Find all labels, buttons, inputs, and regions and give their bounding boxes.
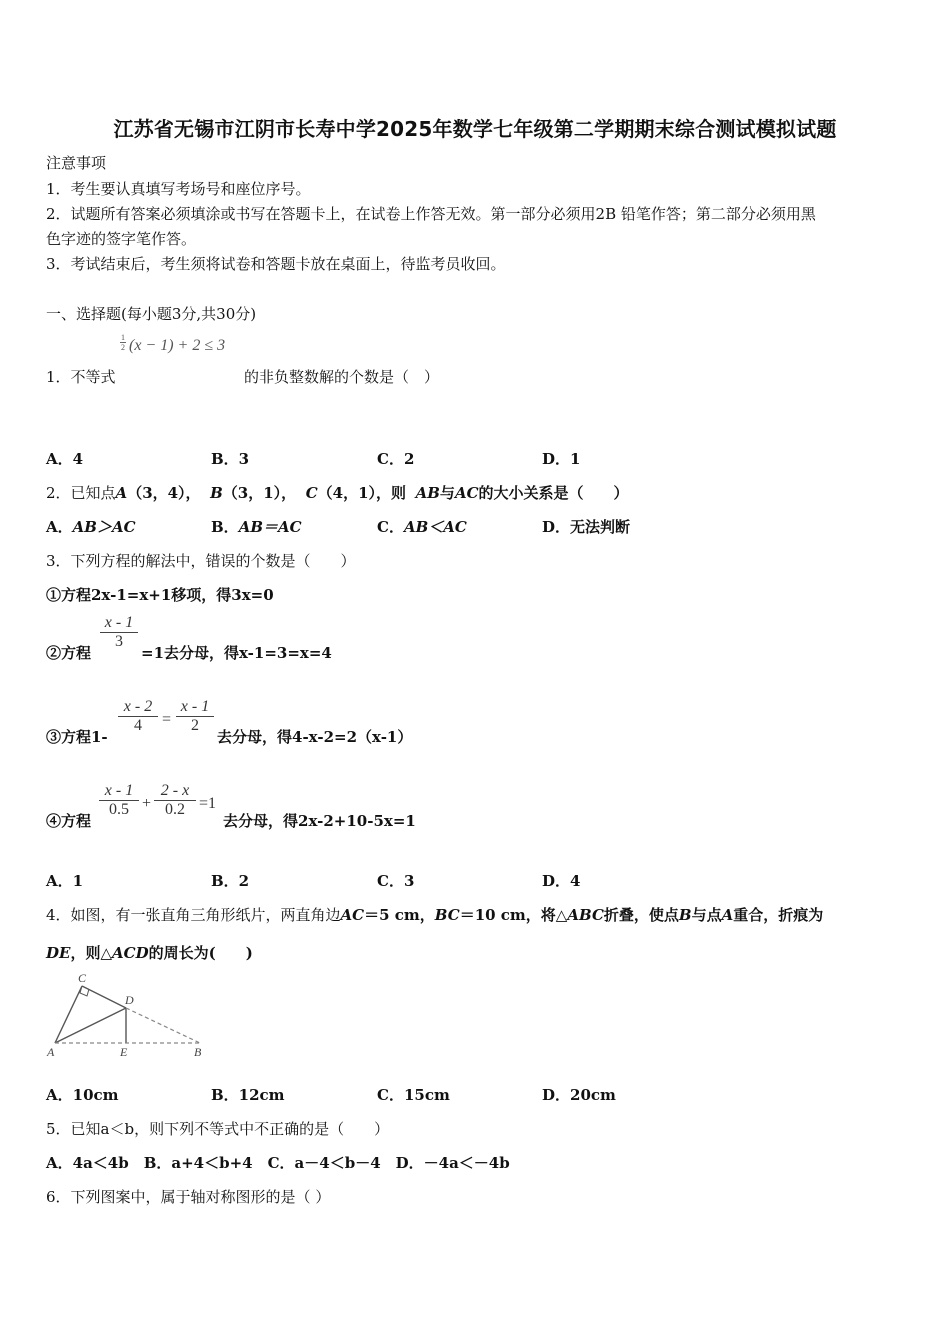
label-c: C bbox=[78, 971, 87, 985]
notice-item: 3．考试结束后，考生须将试卷和答题卡放在桌面上，待监考员收回。 bbox=[46, 255, 506, 273]
label-b: B bbox=[194, 1045, 202, 1059]
page-title: 江苏省无锡市江阴市长寿中学2025年数学七年级第二学期期末综合测试模拟试题 bbox=[113, 117, 837, 141]
q2-option-a[interactable] bbox=[46, 516, 136, 537]
option-text: AB＞AC bbox=[72, 518, 136, 536]
option-text: 无法判断 bbox=[570, 518, 631, 536]
q4-bc: BC bbox=[434, 906, 460, 924]
q2-text: 的大小关系是（ ） bbox=[478, 484, 629, 502]
q1-prefix: 1．不等式 bbox=[46, 368, 116, 386]
option-text: AB＝AC bbox=[238, 518, 302, 536]
q3-s3-fraction-2 bbox=[176, 698, 214, 735]
q3-statement-4-pre: ④方程 bbox=[46, 812, 92, 830]
q3-s4-fraction-1 bbox=[99, 782, 139, 819]
q2-ac: AC bbox=[454, 484, 479, 502]
label-d: D bbox=[125, 993, 134, 1007]
q4-text: 的周长为( ) bbox=[148, 944, 253, 962]
q4-stem-line-2 bbox=[46, 942, 253, 963]
q4-abc: ABC bbox=[567, 906, 604, 924]
q3-statement-2-post: =1去分母，得x-1=3=x=4 bbox=[141, 644, 332, 662]
q4-option-b[interactable]: B．12cm bbox=[211, 1086, 285, 1104]
q2-option-c[interactable] bbox=[377, 516, 467, 537]
q4-acd: ACD bbox=[112, 944, 149, 962]
q2-coord: （4，1），则 bbox=[317, 484, 407, 502]
label-e: E bbox=[120, 1045, 128, 1059]
fraction-numerator: 2 - x bbox=[160, 782, 190, 799]
q1-option-d[interactable]: D．1 bbox=[542, 450, 581, 468]
fraction-numerator: x - 2 bbox=[123, 698, 153, 715]
q6-stem: 6．下列图案中，属于轴对称图形的是（ ） bbox=[46, 1188, 331, 1206]
q4-a: A bbox=[721, 906, 734, 924]
q3-option-d[interactable]: D．4 bbox=[542, 872, 581, 890]
q4-text: ＝10 cm，将△ bbox=[459, 906, 568, 924]
q2-point-c: C bbox=[305, 484, 318, 502]
fraction-denominator: 3 bbox=[115, 633, 123, 650]
q3-option-a[interactable]: A．1 bbox=[46, 872, 84, 890]
option-letter: A． bbox=[46, 518, 73, 536]
q2-point-a: A bbox=[115, 484, 128, 502]
q2-coord: （3，1）， bbox=[222, 484, 297, 502]
q4-text: ，则△ bbox=[70, 944, 112, 962]
q1-formula bbox=[120, 333, 245, 365]
label-a: A bbox=[47, 1045, 55, 1059]
q3-s3-fraction-1 bbox=[118, 698, 158, 735]
q4-text: 4．如图，有一张直角三角形纸片，两直角边 bbox=[46, 906, 341, 924]
q3-s4-equals: =1 bbox=[199, 795, 217, 812]
option-letter: B． bbox=[211, 518, 239, 536]
q1-suffix: 的非负整数解的个数是（ ） bbox=[244, 368, 440, 386]
fraction-denominator: 0.2 bbox=[165, 801, 185, 818]
q2-text: 与 bbox=[439, 484, 455, 502]
q2-coord: （3，4）， bbox=[127, 484, 201, 502]
q2-option-b[interactable] bbox=[211, 516, 302, 537]
q4-stem-line-1 bbox=[46, 904, 823, 925]
notice-heading: 注意事项 bbox=[46, 154, 107, 172]
segment-db bbox=[126, 1008, 200, 1043]
q1-option-b[interactable]: B．3 bbox=[211, 450, 250, 468]
fraction-denominator: 2 bbox=[191, 717, 199, 734]
fraction-numerator: x - 1 bbox=[180, 698, 210, 715]
fraction-numerator: x - 1 bbox=[104, 782, 134, 799]
q3-stem: 3．下列方程的解法中，错误的个数是（ ） bbox=[46, 552, 356, 570]
q2-point-b: B bbox=[210, 484, 223, 502]
q3-statement-2-pre: ②方程 bbox=[46, 644, 92, 662]
q2-text: 2．已知点 bbox=[46, 484, 116, 502]
q3-option-b[interactable]: B．2 bbox=[211, 872, 250, 890]
q4-text: 重合，折痕为 bbox=[733, 906, 824, 924]
fraction-denominator: 4 bbox=[134, 717, 142, 734]
q1-option-c[interactable]: C．2 bbox=[377, 450, 415, 468]
q4-b: B bbox=[678, 906, 692, 924]
q3-statement-1: ①方程2x-1=x+1移项，得3x=0 bbox=[46, 586, 274, 604]
q4-de: DE bbox=[46, 944, 71, 962]
q4-triangle-figure bbox=[44, 970, 214, 1062]
q4-text: 折叠，使点 bbox=[603, 906, 679, 924]
q3-option-c[interactable]: C．3 bbox=[377, 872, 415, 890]
q4-option-c[interactable]: C．15cm bbox=[377, 1086, 450, 1104]
q5-options[interactable]: A．4a＜4b B．a+4＜b+4 C．a－4＜b－4 D．－4a＜－4b bbox=[46, 1154, 510, 1172]
q2-option-d[interactable] bbox=[542, 516, 630, 537]
q3-statement-4-post: 去分母，得2x-2+10-5x=1 bbox=[223, 812, 416, 830]
q1-formula-half-den: 2 bbox=[121, 343, 125, 352]
option-letter: D． bbox=[542, 518, 571, 536]
q3-s2-fraction bbox=[100, 614, 138, 651]
section-heading: 一、选择题(每小题3分,共30分) bbox=[46, 305, 257, 323]
q2-stem bbox=[46, 482, 629, 503]
q4-option-d[interactable]: D．20cm bbox=[542, 1086, 616, 1104]
q1-formula-rest: (x − 1) + 2 ≤ 3 bbox=[129, 337, 226, 354]
segment-ad bbox=[55, 1008, 126, 1043]
q4-text: 与点 bbox=[691, 906, 722, 924]
q2-ab: AB bbox=[415, 484, 440, 502]
q3-s3-equals: = bbox=[162, 711, 172, 728]
fraction-denominator: 0.5 bbox=[109, 801, 129, 818]
option-letter: C． bbox=[377, 518, 404, 536]
q3-s4-plus: + bbox=[142, 795, 152, 812]
q4-option-a[interactable]: A．10cm bbox=[46, 1086, 119, 1104]
notice-item: 2．试题所有答案必须填涂或书写在答题卡上，在试卷上作答无效。第一部分必须用2B 铅笔作答；第二部分必须用黑 bbox=[46, 205, 816, 223]
segment-ac bbox=[55, 986, 82, 1043]
fraction-numerator: x - 1 bbox=[104, 614, 134, 631]
option-text: AB＜AC bbox=[403, 518, 467, 536]
q5-stem: 5．已知a＜b，则下列不等式中不正确的是（ ） bbox=[46, 1120, 390, 1138]
q3-statement-3-pre: ③方程1- bbox=[46, 728, 108, 746]
q3-statement-3-post: 去分母，得4-x-2=2（x-1） bbox=[217, 728, 413, 746]
q4-ac: AC bbox=[340, 906, 365, 924]
q3-s4-fraction-2 bbox=[154, 782, 196, 819]
q1-formula-half-num: 1 bbox=[121, 333, 125, 342]
notice-item: 1．考生要认真填写考场号和座位序号。 bbox=[46, 180, 311, 198]
q1-option-a[interactable]: A．4 bbox=[46, 450, 84, 468]
notice-item: 色字迹的签字笔作答。 bbox=[46, 230, 197, 248]
q4-text: ＝5 cm， bbox=[364, 906, 435, 924]
